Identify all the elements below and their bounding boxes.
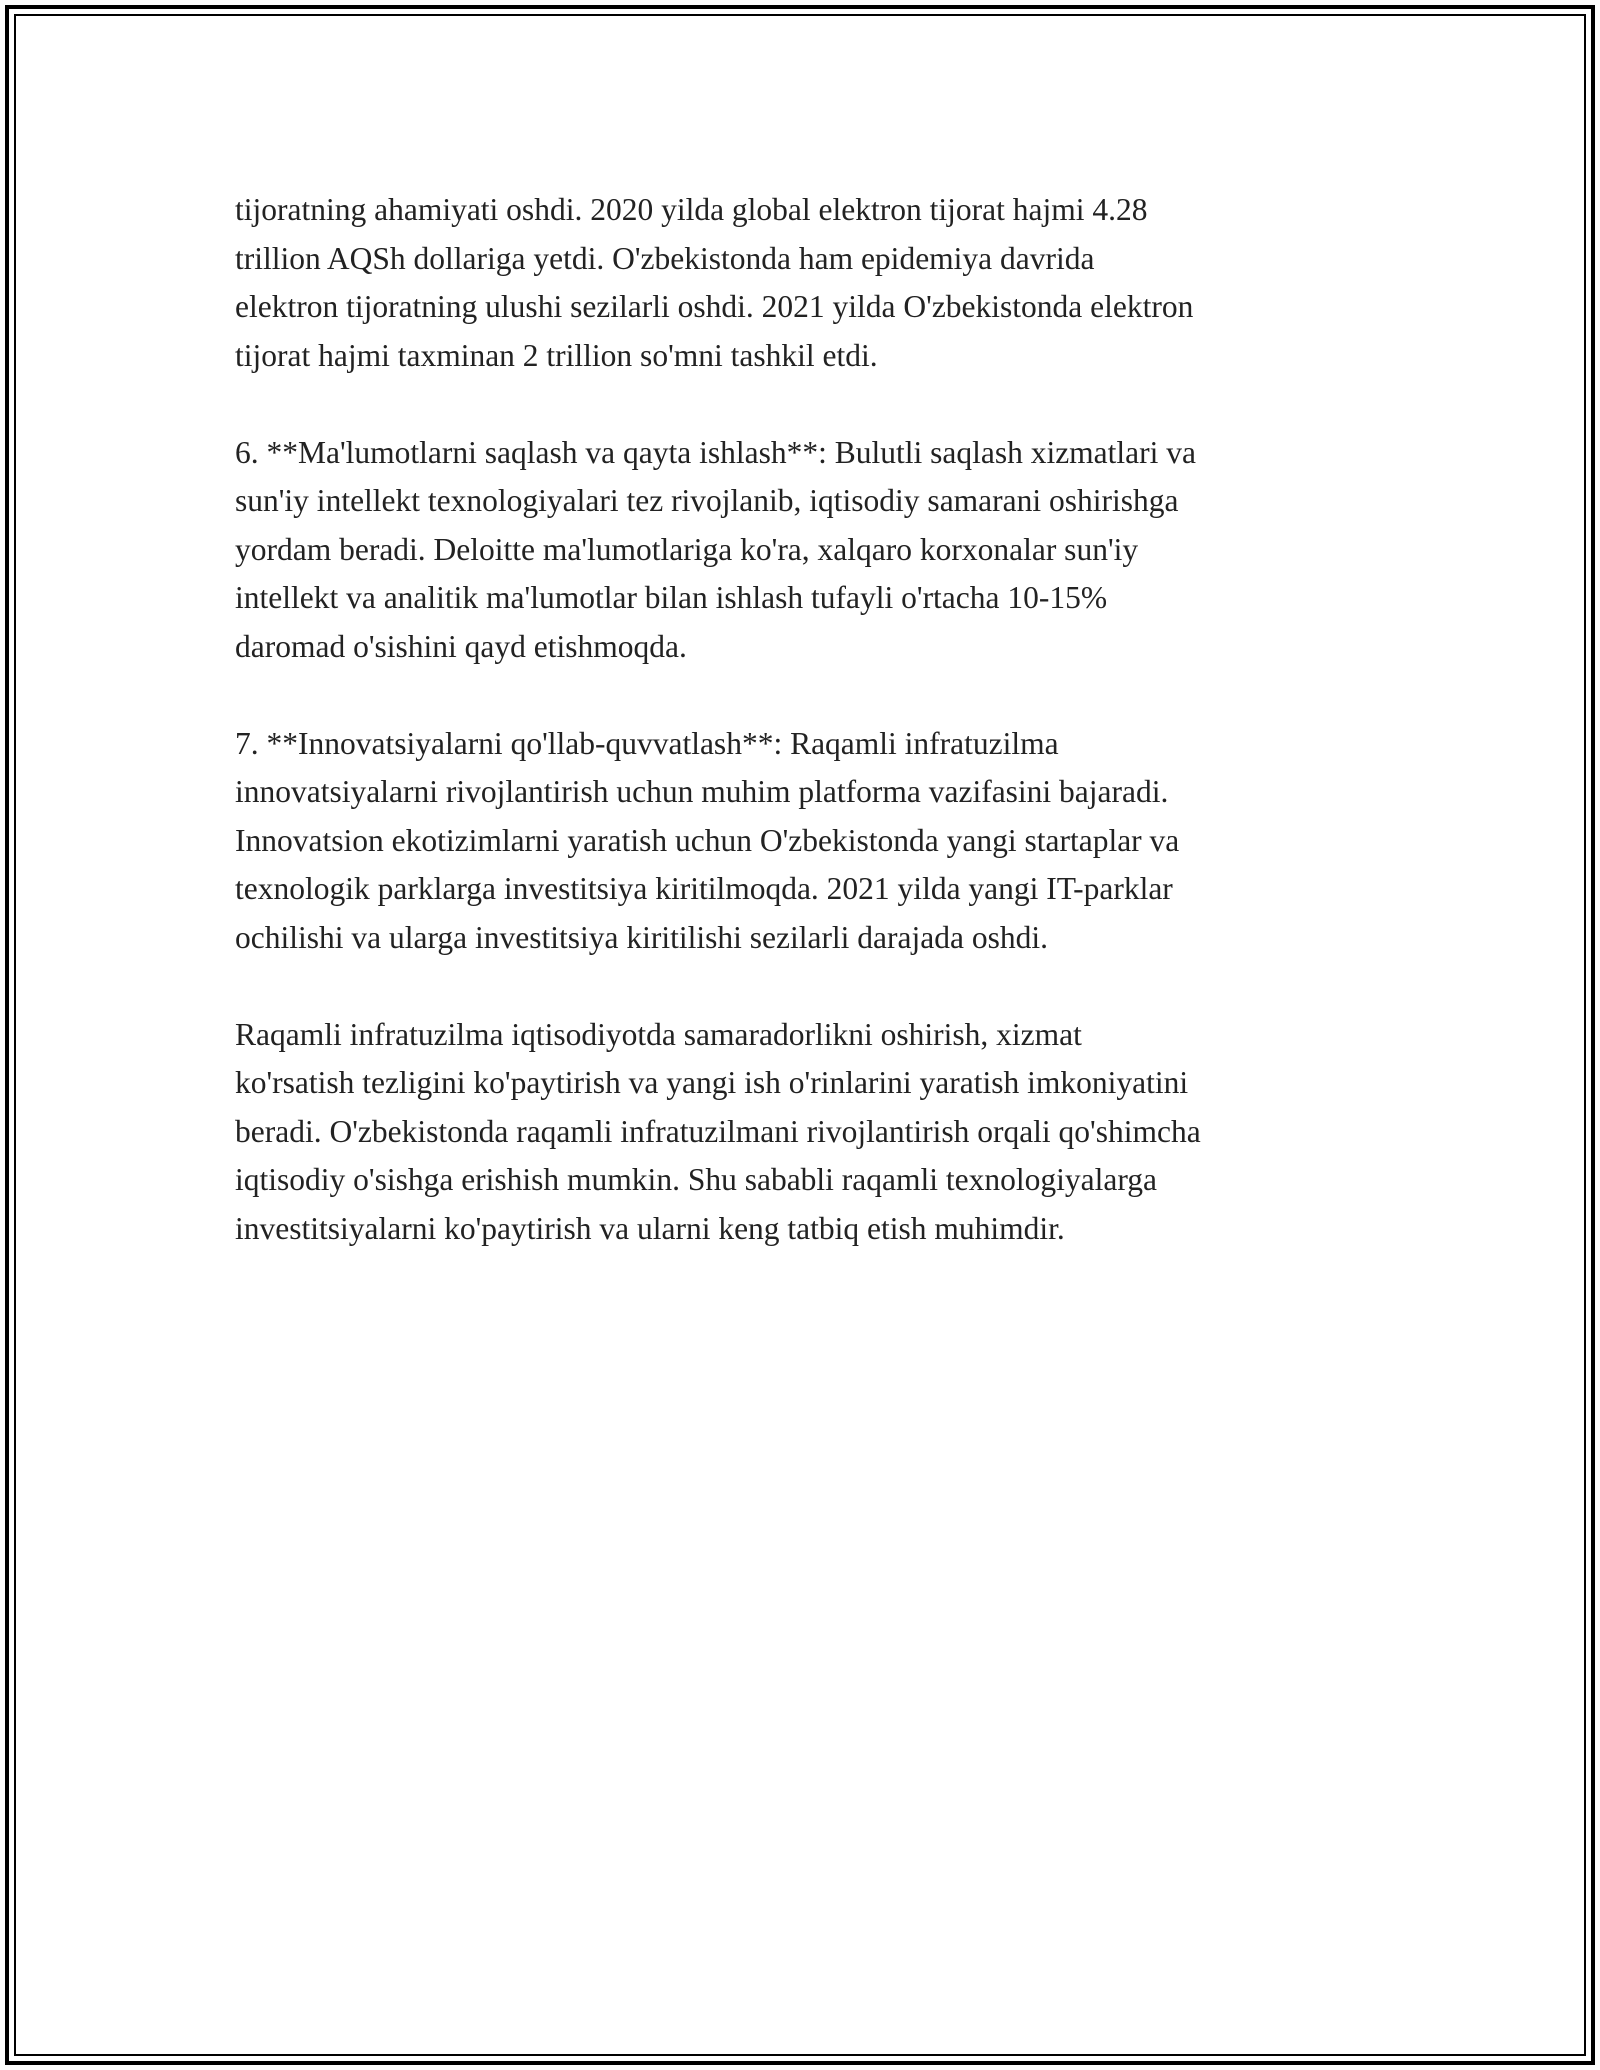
paragraph-innovation (235, 720, 1395, 963)
text-line: investitsiyalarni ko'paytirish va ularni keng tatbiq etish muhimdir. (235, 1210, 1065, 1246)
text-line: yordam beradi. Deloitte ma'lumotlariga ko'ra, xalqaro korxonalar sun'iy (235, 531, 1139, 567)
text-line: 6. **Ma'lumotlarni saqlash va qayta ishlash**: Bulutli saqlash xizmatlari va (235, 434, 1196, 470)
text-line: intellekt va analitik ma'lumotlar bilan ishlash tufayli o'rtacha 10-15% (235, 580, 1108, 615)
text-line: tijoratning ahamiyati oshdi. 2020 yilda global elektron tijorat hajmi 4.28 (235, 192, 1148, 227)
text-line: sun'iy intellekt texnologiyalari tez rivojlanib, iqtisodiy samarani oshirishga (235, 483, 1179, 518)
document-body (235, 186, 1395, 1302)
text-line: texnologik parklarga investitsiya kiritilmoqda. 2021 yilda yangi IT-parklar (235, 871, 1173, 906)
text-line: beradi. O'zbekistonda raqamli infratuzilmani rivojlantirish orqali qo'shimcha (235, 1113, 1201, 1149)
text-line: tijorat hajmi taxminan 2 trillion so'mni tashkil etdi. (235, 337, 878, 373)
text-line: innovatsiyalarni rivojlantirish uchun muhim platforma vazifasini bajaradi. (235, 774, 1169, 809)
text-line: Raqamli infratuzilma iqtisodiyotda samaradorlikni oshirish, xizmat (235, 1016, 1082, 1052)
text-line: ko'rsatish tezligini ko'paytirish va yangi ish o'rinlarini yaratish imkoniyatini (235, 1065, 1189, 1100)
text-line: Innovatsion ekotizimlarni yaratish uchun O'zbekistonda yangi startaplar va (235, 822, 1180, 858)
text-line: ochilishi va ularga investitsiya kiritilishi sezilarli darajada oshdi. (235, 919, 1048, 955)
text-line: trillion AQSh dollariga yetdi. O'zbekistonda ham epidemiya davrida (235, 240, 1095, 276)
text-line: elektron tijoratning ulushi sezilarli oshdi. 2021 yilda O'zbekistonda elektron (235, 289, 1194, 324)
text-line: 7. **Innovatsiyalarni qo'llab-quvvatlash**: Raqamli infratuzilma (235, 725, 1059, 761)
paragraph-conclusion (235, 1011, 1395, 1254)
paragraph-data-storage (235, 429, 1395, 672)
text-line: iqtisodiy o'sishga erishish mumkin. Shu sababli raqamli texnologiyalarga (235, 1162, 1157, 1197)
text-line: daromad o'sishini qayd etishmoqda. (235, 628, 687, 664)
paragraph-ecommerce (235, 186, 1395, 380)
